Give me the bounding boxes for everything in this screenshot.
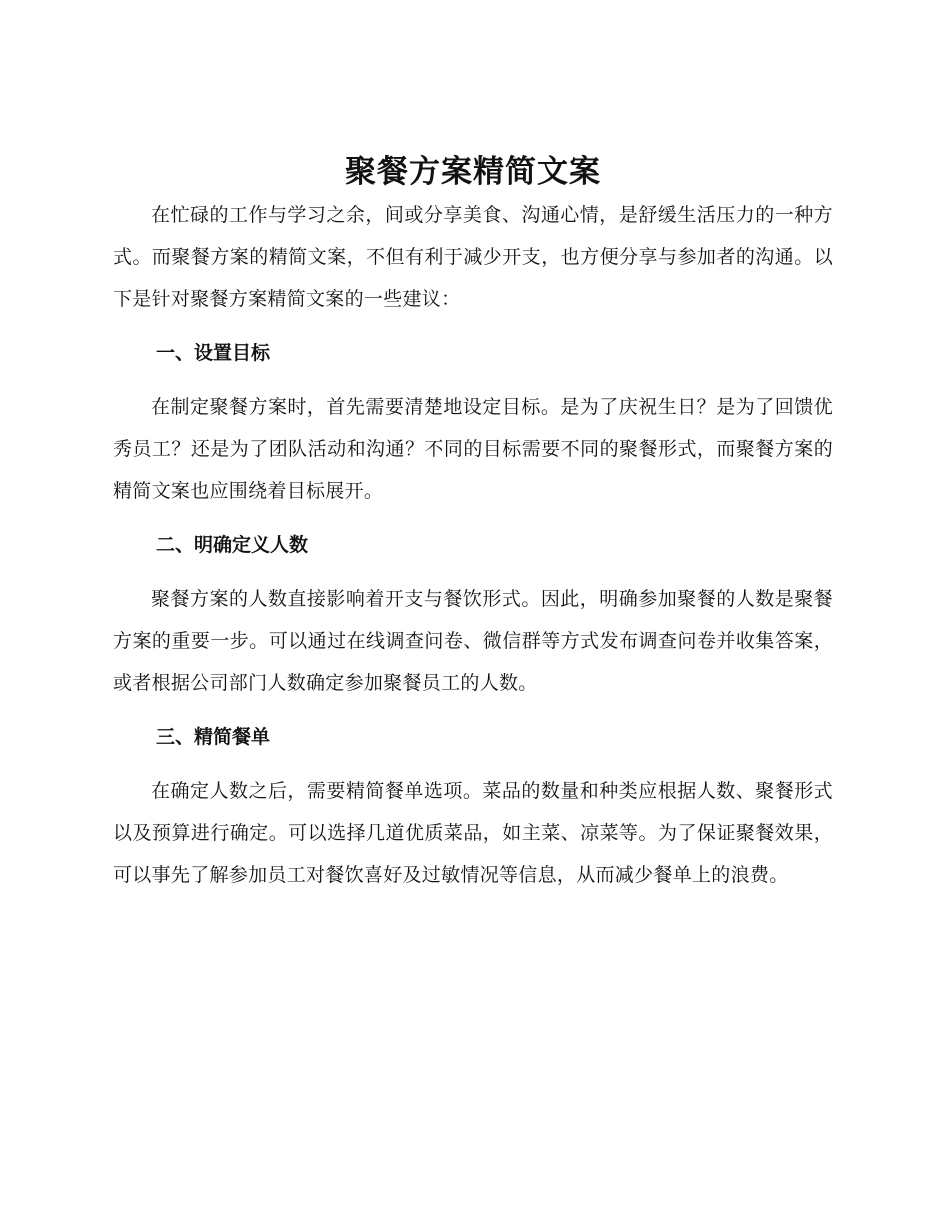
intro-paragraph: 在忙碌的工作与学习之余，间或分享美食、沟通心情，是舒缓生活压力的一种方式。而聚餐方案的精简文案，不但有利于减少开支，也方便分享与参加者的沟通。以下是针对聚餐方案精简文案的一些建议： bbox=[113, 204, 833, 310]
section-heading-headcount: 二、明确定义人数 bbox=[156, 534, 309, 556]
section-body-headcount: 聚餐方案的人数直接影响着开支与餐饮形式。因此，明确参加聚餐的人数是聚餐方案的重要一步。可以通过在线调查问卷、微信群等方式发布调查问卷并收集答案，或者根据公司部门人数确定参加聚餐员工的人数。 bbox=[113, 588, 833, 694]
document-title: 聚餐方案精简文案 bbox=[345, 154, 601, 190]
section-body-goal: 在制定聚餐方案时，首先需要清楚地设定目标。是为了庆祝生日？是为了回馈优秀员工？还是为了团队活动和沟通？不同的目标需要不同的聚餐形式，而聚餐方案的精简文案也应围绕着目标展开。 bbox=[113, 396, 833, 502]
section-heading-menu: 三、精简餐单 bbox=[156, 726, 271, 748]
section-heading-goal: 一、设置目标 bbox=[156, 342, 271, 364]
section-body-menu: 在确定人数之后，需要精简餐单选项。菜品的数量和种类应根据人数、聚餐形式以及预算进行确定。可以选择几道优质菜品，如主菜、凉菜等。为了保证聚餐效果，可以事先了解参加员工对餐饮喜好及过敏情况等信息，从而减少餐单上的浪费。 bbox=[113, 780, 833, 886]
document-content bbox=[113, 150, 833, 896]
